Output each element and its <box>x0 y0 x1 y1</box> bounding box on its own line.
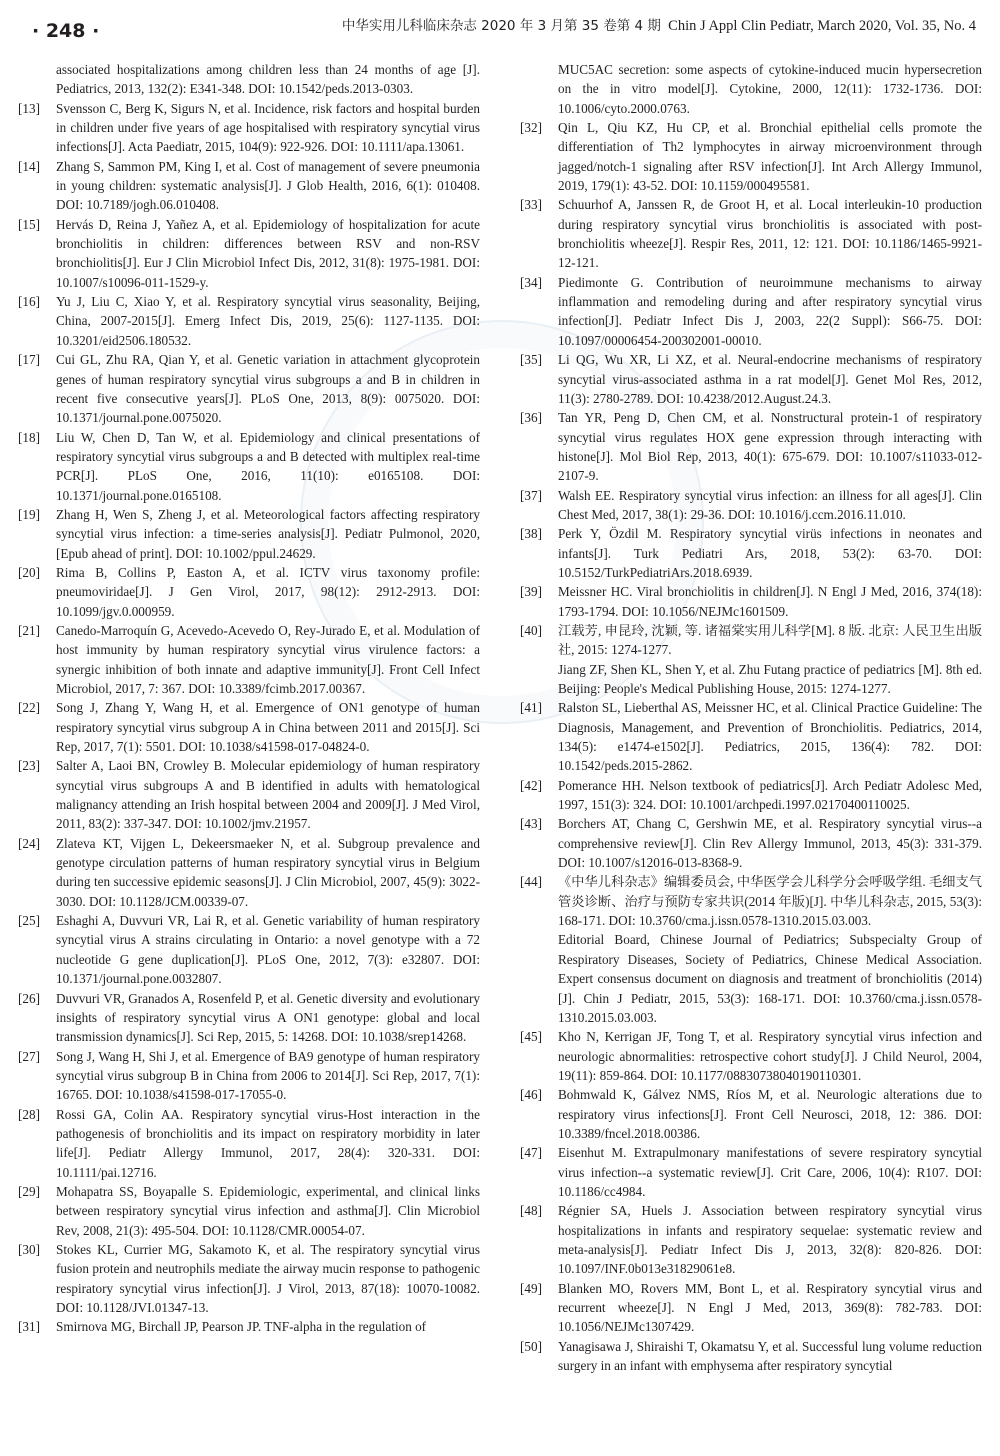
reference-item <box>18 911 480 988</box>
reference-text: Walsh EE. Respiratory syncytial virus infection: an illness for all ages[J]. Clin Chest Med, 2017, 38(1): 29-36. DOI: 10.1016/j.ccm.2016.11.010. <box>558 487 982 522</box>
reference-text: Li QG, Wu XR, Li XZ, et al. Neural-endocrine mechanisms of respiratory syncytial virus-associated asthma in a rat model[J]. Genet Mol Res, 2012, 11(3): 2780-2789. DOI: 10.4238/2012.August.24.3. <box>558 352 982 406</box>
reference-text: Hervás D, Reina J, Yañez A, et al. Epidemiology of hospitalization for acute bronchiolitis in children: differences between RSV and non-RSV bronchiolitis[J]. Eur J Clin Microbiol Infect Dis, 2012, 31(8): 1975-1981. DOI: 10.1007/s10096-011-1529-y. <box>56 216 480 290</box>
reference-text: Tan YR, Peng D, Chen CM, et al. Nonstructural protein-1 of respiratory syncytial virus regulates HOX gene expression through interacting with histone[J]. Mol Biol Rep, 2013, 40(1): 675-679. DOI: 10.1007/s11033-012-2107-9. <box>558 410 982 484</box>
reference-item <box>520 1279 982 1337</box>
reference-text: Salter A, Laoi BN, Crowley B. Molecular epidemiology of human respiratory syncytial virus subgroups A and B identified in adults with hematological malignancy attending an Irish hospital between 2004 and 2009[J]. J Med Virol, 2011, 83(2): 337-347. DOI: 10.1002/jmv.21957. <box>56 758 480 832</box>
reference-item <box>520 195 982 272</box>
reference-number: [36] <box>520 410 542 426</box>
reference-number: [22] <box>18 700 40 716</box>
reference-number: [29] <box>18 1183 40 1199</box>
reference-text: Mohapatra SS, Boyapalle S. Epidemiologic, experimental, and clinical links between respiratory syncytial virus infection and asthma[J]. Clin Microbiol Rev, 2008, 21(3): 495-504. DOI: 10.1128/CMR.00054-07. <box>56 1183 480 1238</box>
journal-title-chinese: 中华实用儿科临床杂志 2020 年 3 月第 35 卷第 4 期 <box>341 18 661 34</box>
reference-continuation: associated hospitalizations among children less than 24 months of age [J]. Pediatrics, 2013, 132(2): E341-348. DOI: 10.1542/peds.2013-0303. <box>56 62 480 97</box>
reference-number: [37] <box>520 487 542 503</box>
reference-text: Eisenhut M. Extrapulmonary manifestations of severe respiratory syncytial virus infection--a systematic review[J]. Crit Care, 2006, 10(4): R107. DOI: 10.1186/cc4984. <box>558 1145 982 1199</box>
reference-item <box>18 1240 480 1317</box>
reference-item <box>18 292 480 350</box>
reference-item <box>520 273 982 350</box>
journal-title-english: Chin J Appl Clin Pediatr, March 2020, Vol. 35, No. 4 <box>668 18 976 34</box>
reference-item <box>18 99 480 157</box>
reference-number: [17] <box>18 352 40 368</box>
reference-number: [49] <box>520 1280 542 1296</box>
reference-number: [14] <box>18 158 40 174</box>
reference-item <box>18 428 480 505</box>
reference-number: [50] <box>520 1338 542 1354</box>
reference-number: [23] <box>18 758 40 774</box>
reference-number: [39] <box>520 584 542 600</box>
reference-number: [44] <box>520 874 542 890</box>
reference-number: [20] <box>18 564 40 580</box>
reference-text: Duvvuri VR, Granados A, Rosenfeld P, et al. Genetic diversity and evolutionary insights of respiratory syncytial virus A ON1 genotype: global and local transmission dynamics[J]. Sci Rep, 2015, 5: 14268. DOI: 10.1038/srep14268. <box>56 990 480 1045</box>
reference-text: Smirnova MG, Birchall JP, Pearson JP. TNF-alpha in the regulation of <box>56 1319 427 1335</box>
reference-item <box>18 505 480 563</box>
page-number: · 248 · <box>32 20 100 42</box>
reference-text: Piedimonte G. Contribution of neuroimmune mechanisms to airway inflammation and remodeling during and after respiratory syncytial virus infection[J]. Pediatr Infect Dis J, 2003, 22(2 Suppl): S66-75. DOI: 10.1097/00006454-200302001-00010. <box>558 274 982 348</box>
reference-text: Ralston SL, Lieberthal AS, Meissner HC, et al. Clinical Practice Guideline: The Diagnosis, Management, and Prevention of Bronchiolitis. Pediatrics, 2014, 134(5): e1474-e1502[J]. Pediatrics, 2015, 136(4): 782. DOI: 10.1542/peds.2015-2862. <box>558 700 982 774</box>
reference-item <box>520 776 982 815</box>
reference-text: Pomerance HH. Nelson textbook of pediatrics[J]. Arch Pediatr Adolesc Med, 1997, 151(3): 324. DOI: 10.1001/archpedi.1997.02170400110025. <box>558 777 982 813</box>
reference-number: [33] <box>520 197 542 213</box>
reference-text: Kho N, Kerrigan JF, Tong T, et al. Respiratory syncytial virus infection and neurologic abnormalities: retrospective cohort study[J]. J Child Neurol, 2004, 19(11): 859-864. DOI: 10.1177/08830738040190110301. <box>558 1029 982 1083</box>
reference-item <box>18 1105 480 1182</box>
reference-number: [28] <box>18 1106 40 1122</box>
reference-number: [30] <box>18 1241 40 1257</box>
reference-text: Zlateva KT, Vijgen L, Dekeersmaeker N, et al. Subgroup prevalence and genotype circulation patterns of human respiratory syncytial virus in Belgium during ten successive epidemic seasons[J]. J Clin Microbiol, 2007, 45(9): 3022-3030. DOI: 10.1128/JCM.00339-07. <box>56 835 480 909</box>
reference-item <box>18 1317 480 1336</box>
reference-continuation: MUC5AC secretion: some aspects of cytokine-induced mucin hypersecretion on the in vitro model[J]. Cytokine, 2000, 12(11): 1732-1736. DOI: 10.1006/cyto.2000.0763. <box>558 62 982 116</box>
reference-text: Song J, Zhang Y, Wang H, et al. Emergence of ON1 genotype of human respiratory syncytial virus subgroup A in China between 2011 and 2015[J]. Sci Rep, 2017, 7(1): 5501. DOI: 10.1038/s41598-017-04824-0. <box>56 700 480 755</box>
reference-number: [35] <box>520 352 542 368</box>
reference-number: [25] <box>18 913 40 929</box>
reference-text: Yu J, Liu C, Xiao Y, et al. Respiratory syncytial virus seasonality, Beijing, China, 2007-2015[J]. Emerg Infect Dis, 2019, 25(6): 1127-1135. DOI: 10.3201/eid2506.180532. <box>56 294 480 348</box>
reference-item <box>520 1201 982 1278</box>
reference-text-english: Jiang ZF, Shen KL, Shen Y, et al. Zhu Futang practice of pediatrics [M]. 8th ed. Beijing: People's Medical Publishing House, 2015: 1274-1277. <box>558 661 982 696</box>
reference-item <box>520 698 982 775</box>
reference-item <box>18 1182 480 1240</box>
reference-number: [42] <box>520 777 542 793</box>
reference-number: [32] <box>520 120 542 136</box>
reference-text: Zhang S, Sammon PM, King I, et al. Cost of management of severe pneumonia in young children: systematic analysis[J]. J Glob Health, 2016, 6(1): 010408. DOI: 10.7189/jogh.06.010408. <box>56 158 480 213</box>
reference-item <box>520 524 982 582</box>
reference-number: [46] <box>520 1087 542 1103</box>
reference-text: Yanagisawa J, Shiraishi T, Okamatsu Y, et al. Successful lung volume reduction surgery in an infant with emphysema after respiratory syncytial <box>558 1338 982 1374</box>
reference-list-left <box>18 99 480 1337</box>
reference-text: Blanken MO, Rovers MM, Bont L, et al. Respiratory syncytial virus and recurrent wheeze[J]. N Engl J Med, 2013, 369(8): 782-783. DOI: 10.1056/NEJMc1307429. <box>558 1280 982 1335</box>
reference-item <box>520 872 982 1027</box>
reference-text: 《中华儿科杂志》编辑委员会, 中华医学会儿科学分会呼吸学组. 毛细支气管炎诊断、治疗与预防专家共识(2014 年版)[J]. 中华儿科杂志, 2015, 53(3): 168-171. DOI: 10.3760/cma.j.issn.0578-1310.2015.03.003. <box>558 874 982 929</box>
reference-column-left <box>18 60 480 1337</box>
reference-item <box>18 756 480 833</box>
reference-number: [26] <box>18 990 40 1006</box>
reference-item <box>520 408 982 485</box>
reference-text: Eshaghi A, Duvvuri VR, Lai R, et al. Genetic variability of human respiratory syncytial virus A strains circulating in Ontario: a novel genotype with a 72 nucleotide G gene duplication[J]. PLoS One, 2012, 7(3): e32807. DOI: 10.1371/journal.pone.0032807. <box>56 913 480 987</box>
reference-item <box>18 215 480 292</box>
reference-item <box>18 1047 480 1105</box>
reference-item <box>520 350 982 408</box>
reference-number: [41] <box>520 700 542 716</box>
reference-item <box>18 157 480 215</box>
reference-text: Borchers AT, Chang C, Gershwin ME, et al. Respiratory syncytial virus--a comprehensive review[J]. Clin Rev Allergy Immunol, 2013, 45(3): 331-379. DOI: 10.1007/s12016-013-8368-9. <box>558 816 982 871</box>
reference-item <box>520 1143 982 1201</box>
reference-column-right <box>520 60 982 1375</box>
reference-number: [13] <box>18 100 40 116</box>
reference-item <box>520 118 982 195</box>
reference-text: Song J, Wang H, Shi J, et al. Emergence of BA9 genotype of human respiratory syncytial virus subgroup B in China from 2006 to 2014[J]. Sci Rep, 2017, 7(1): 16765. DOI: 10.1038/s41598-017-17055-0. <box>56 1048 480 1103</box>
reference-text: Cui GL, Zhu RA, Qian Y, et al. Genetic variation in attachment glycoprotein genes of human respiratory syncytial virus subgroups a and B in children in recent five consecutive years[J]. PLoS One, 2013, 8(9): 0075020. DOI: 10.1371/journal.pone.0075020. <box>56 352 480 426</box>
reference-number: [16] <box>18 294 40 310</box>
reference-list-right <box>520 118 982 1375</box>
reference-number: [48] <box>520 1203 542 1219</box>
reference-text: Meissner HC. Viral bronchiolitis in children[J]. N Engl J Med, 2016, 374(18): 1793-1794. DOI: 10.1056/NEJMc1601509. <box>558 584 982 619</box>
journal-citation <box>342 14 976 35</box>
reference-item <box>520 1027 982 1085</box>
reference-text: 江载芳, 申昆玲, 沈颖, 等. 诸福棠实用儿科学[M]. 8 版. 北京: 人民卫生出版社, 2015: 1274-1277. <box>558 622 982 658</box>
reference-text: Perk Y, Özdil M. Respiratory syncytial virüs infections in neonates and infants[J]. Turk Pediatri Ars, 2018, 53(2): 63-70. DOI: 10.5152/TurkPediatriArs.2018.6939. <box>558 526 982 580</box>
reference-number: [47] <box>520 1145 542 1161</box>
reference-number: [40] <box>520 622 542 638</box>
reference-number: [27] <box>18 1048 40 1064</box>
reference-number: [19] <box>18 506 40 522</box>
reference-number: [18] <box>18 429 40 445</box>
reference-text: Liu W, Chen D, Tan W, et al. Epidemiology and clinical presentations of respiratory syncytial virus subgroups a and B detected with multiplex real-time PCR[J]. PLoS One, 2016, 11(10): e0165108. DOI: 10.1371/journal.pone.0165108. <box>56 429 480 503</box>
reference-item <box>18 834 480 911</box>
reference-item <box>18 989 480 1047</box>
reference-text: Régnier SA, Huels J. Association between respiratory syncytial virus hospitalizations in infants and respiratory sequelae: systematic review and meta-analysis[J]. Pediatr Infect Dis J, 2013, 32(8): 820-826. DOI: 10.1097/INF.0b013e31829061e8. <box>558 1203 982 1277</box>
reference-text: Bohmwald K, Gálvez NMS, Ríos M, et al. Neurologic alterations due to respiratory virus infections[J]. Front Cell Neurosci, 2018, 12: 386. DOI: 10.3389/fncel.2018.00386. <box>558 1087 982 1141</box>
reference-text: Canedo-Marroquín G, Acevedo-Acevedo O, Rey-Jurado E, et al. Modulation of host immunity by human respiratory syncytial virus virulence factors: a synergic inhibition of both innate and adaptive immunity[J]. Front Cell Infect Microbiol, 2017, 7: 367. DOI: 10.3389/fcimb.2017.00367. <box>56 622 480 696</box>
reference-number: [24] <box>18 835 40 851</box>
reference-item <box>18 350 480 427</box>
reference-number: [15] <box>18 216 40 232</box>
reference-text: Schuurhof A, Janssen R, de Groot H, et al. Local interleukin-10 production during respiratory syncytial virus bronchiolitis is associated with post-bronchiolitis wheeze[J]. Respir Res, 2011, 12: 121. DOI: 10.1186/1465-9921-12-121. <box>558 197 982 271</box>
page-header <box>0 14 1000 40</box>
reference-text: Svensson C, Berg K, Sigurs N, et al. Incidence, risk factors and hospital burden in children under five years of age hospitalised with respiratory syncytial virus infections[J]. Acta Paediatr, 2015, 104(9): 922-926. DOI: 10.1111/apa.13061. <box>56 100 480 155</box>
reference-item <box>520 621 982 698</box>
reference-text: Rima B, Collins P, Easton A, et al. ICTV virus taxonomy profile: pneumoviridae[J]. J Gen Virol, 2017, 98(12): 2912-2913. DOI: 10.1099/jgv.0.000959. <box>56 564 480 619</box>
reference-number: [43] <box>520 816 542 832</box>
reference-number: [34] <box>520 274 542 290</box>
reference-text: Rossi GA, Colin AA. Respiratory syncytial virus-Host interaction in the pathogenesis of bronchiolitis and its impact on respiratory morbidity in later life[J]. Pediatr Allergy Immunol, 2017, 28(4): 320-331. DOI: 10.1111/pai.12716. <box>56 1106 480 1180</box>
reference-item <box>18 563 480 621</box>
reference-item <box>520 1085 982 1143</box>
reference-item <box>520 582 982 621</box>
reference-item <box>18 621 480 698</box>
reference-number: [38] <box>520 526 542 542</box>
reference-number: [45] <box>520 1029 542 1045</box>
reference-item <box>520 814 982 872</box>
reference-text: Stokes KL, Currier MG, Sakamoto K, et al. The respiratory syncytial virus fusion protein and neutrophils mediate the airway mucin response to pathogenic respiratory syncytial virus infection[J]. J Virol, 2013, 87(18): 10070-10082. DOI: 10.1128/JVI.01347-13. <box>56 1241 480 1315</box>
reference-text-english: Editorial Board, Chinese Journal of Pediatrics; Subspecialty Group of Respiratory Diseases, Society of Pediatrics, Chinese Medical Association. Expert consensus document on diagnosis and treatment of bronchiolitis (2014)[J]. Chin J Pediatr, 2015, 53(3): 168-171. DOI: 10.3760/cma.j.issn.0578-1310.2015.03.003. <box>558 932 982 1025</box>
reference-text: Qin L, Qiu KZ, Hu CP, et al. Bronchial epithelial cells promote the differentiation of Th2 lymphocytes in airway microenvironment through jagged/notch-1 signaling after RSV infection[J]. Int Arch Allergy Immunol, 2019, 179(1): 43-52. DOI: 10.1159/000495581. <box>558 120 982 194</box>
reference-item <box>520 1337 982 1376</box>
reference-number: [21] <box>18 622 40 638</box>
reference-item <box>520 486 982 525</box>
reference-item <box>18 698 480 756</box>
reference-text: Zhang H, Wen S, Zheng J, et al. Meteorological factors affecting respiratory syncytial virus infection: a time-series analysis[J]. Pediatr Pulmonol, 2020, [Epub ahead of print]. DOI: 10.1002/ppul.24629. <box>56 506 480 561</box>
reference-number: [31] <box>18 1319 40 1335</box>
